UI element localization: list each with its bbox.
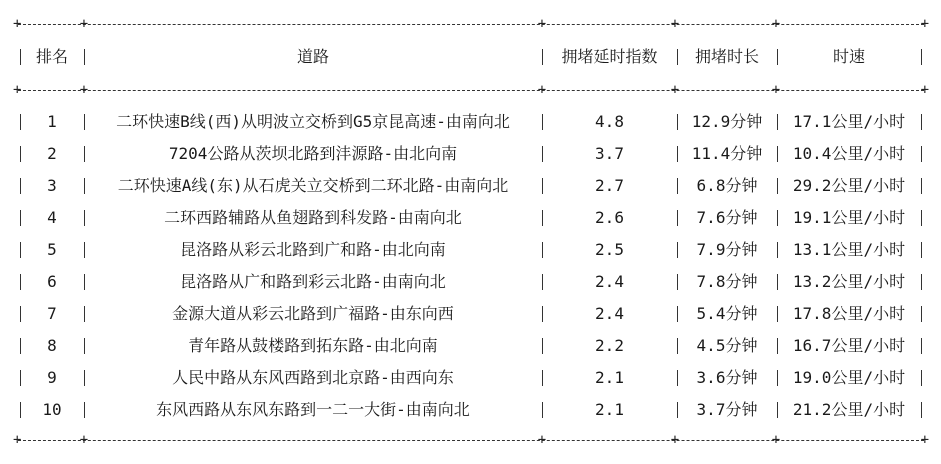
column-divider — [20, 49, 21, 65]
delay-index-cell: 3.7 — [595, 144, 624, 163]
duration-cell: 12.9分钟 — [691, 112, 763, 131]
speed-cell: 17.1公里/小时 — [792, 112, 906, 131]
column-divider — [20, 210, 21, 226]
column-divider — [677, 338, 678, 354]
column-divider — [84, 49, 85, 65]
speed-cell: 16.7公里/小时 — [792, 336, 906, 355]
table-row — [0, 270, 941, 294]
table-row — [0, 398, 941, 422]
road-cell: 二环快速A线(东)从石虎关立交桥到二环北路-由南向北 — [117, 176, 509, 195]
duration-cell: 11.4分钟 — [691, 144, 763, 163]
column-divider — [921, 178, 922, 194]
column-divider — [921, 402, 922, 418]
rank-cell: 10 — [42, 400, 62, 419]
column-divider — [84, 178, 85, 194]
duration-cell: 7.9分钟 — [696, 240, 758, 259]
table-row — [0, 302, 941, 326]
table-top-border — [18, 16, 924, 32]
column-divider — [20, 370, 21, 386]
speed-cell: 13.2公里/小时 — [792, 272, 906, 291]
table-bottom-border — [18, 432, 924, 448]
column-divider — [20, 306, 21, 322]
column-divider — [542, 242, 543, 258]
border-corner: + — [537, 432, 547, 448]
column-divider — [777, 338, 778, 354]
table-row — [0, 110, 941, 134]
border-corner: + + — [79, 82, 89, 98]
column-divider — [921, 114, 922, 130]
column-divider — [777, 210, 778, 226]
header-rank: 排名 — [35, 47, 68, 66]
duration-cell: 3.6分钟 — [696, 368, 758, 387]
border-corner: + — [537, 82, 547, 98]
rank-cell: 4 — [47, 208, 57, 227]
rank-cell: 8 — [47, 336, 57, 355]
column-divider — [84, 114, 85, 130]
column-divider — [677, 49, 678, 65]
column-divider — [677, 306, 678, 322]
column-divider — [542, 402, 543, 418]
delay-index-cell: 2.2 — [595, 336, 624, 355]
table-row — [0, 174, 941, 198]
column-divider — [677, 178, 678, 194]
column-divider — [921, 242, 922, 258]
column-divider — [84, 146, 85, 162]
column-divider — [777, 242, 778, 258]
border-corner: + — [537, 16, 547, 32]
column-divider — [777, 114, 778, 130]
column-divider — [921, 306, 922, 322]
rank-cell: 7 — [47, 304, 57, 323]
delay-index-cell: 2.7 — [595, 176, 624, 195]
column-divider — [677, 114, 678, 130]
table-row — [0, 238, 941, 262]
column-divider — [677, 242, 678, 258]
table-row — [0, 366, 941, 390]
table-row — [0, 142, 941, 166]
column-divider — [542, 178, 543, 194]
delay-index-cell: 2.4 — [595, 272, 624, 291]
column-divider — [677, 402, 678, 418]
table-header-row — [0, 45, 941, 69]
rank-cell: 9 — [47, 368, 57, 387]
rank-cell: 1 — [47, 112, 57, 131]
header-road: 道路 — [296, 47, 329, 66]
road-cell: 青年路从鼓楼路到拓东路-由北向南 — [188, 336, 438, 355]
column-divider — [542, 114, 543, 130]
column-divider — [20, 146, 21, 162]
table-row — [0, 334, 941, 358]
delay-index-cell: 2.5 — [595, 240, 624, 259]
column-divider — [677, 146, 678, 162]
speed-cell: 10.4公里/小时 — [792, 144, 906, 163]
column-divider — [677, 370, 678, 386]
column-divider — [542, 49, 543, 65]
header-speed: 时速 — [832, 47, 865, 66]
column-divider — [20, 114, 21, 130]
column-divider — [777, 306, 778, 322]
road-cell: 金源大道从彩云北路到广福路-由东向西 — [172, 304, 454, 323]
border-corner: + — [670, 82, 680, 98]
column-divider — [542, 370, 543, 386]
column-divider — [542, 306, 543, 322]
duration-cell: 6.8分钟 — [696, 176, 758, 195]
column-divider — [84, 370, 85, 386]
header-delay-index: 拥堵延时指数 — [561, 47, 658, 66]
road-cell: 东风西路从东风东路到一二一大街-由南向北 — [156, 400, 470, 419]
delay-index-cell: 2.6 — [595, 208, 624, 227]
delay-index-cell: 2.1 — [595, 400, 624, 419]
column-divider — [542, 274, 543, 290]
speed-cell: 29.2公里/小时 — [792, 176, 906, 195]
column-divider — [542, 210, 543, 226]
border-corner: + + — [79, 432, 89, 448]
column-divider — [542, 338, 543, 354]
border-corner: + — [670, 16, 680, 32]
column-divider — [84, 306, 85, 322]
column-divider — [921, 274, 922, 290]
column-divider — [20, 338, 21, 354]
column-divider — [20, 274, 21, 290]
column-divider — [921, 210, 922, 226]
column-divider — [677, 274, 678, 290]
road-cell: 二环西路辅路从鱼翅路到科发路-由南向北 — [164, 208, 462, 227]
column-divider — [777, 49, 778, 65]
column-divider — [777, 178, 778, 194]
column-divider — [777, 402, 778, 418]
road-cell: 7204公路从茨坝北路到沣源路-由北向南 — [168, 144, 458, 163]
column-divider — [84, 242, 85, 258]
rank-cell: 5 — [47, 240, 57, 259]
delay-index-cell: 2.1 — [595, 368, 624, 387]
rank-cell: 2 — [47, 144, 57, 163]
column-divider — [777, 274, 778, 290]
header-separator — [18, 82, 924, 98]
road-cell: 人民中路从东风西路到北京路-由西向东 — [172, 368, 454, 387]
column-divider — [921, 370, 922, 386]
road-cell: 昆洛路从彩云北路到广和路-由北向南 — [180, 240, 446, 259]
column-divider — [84, 274, 85, 290]
border-corner: + — [771, 432, 781, 448]
column-divider — [84, 402, 85, 418]
column-divider — [921, 49, 922, 65]
duration-cell: 3.7分钟 — [696, 400, 758, 419]
column-divider — [20, 402, 21, 418]
duration-cell: 7.8分钟 — [696, 272, 758, 291]
column-divider — [921, 146, 922, 162]
delay-index-cell: 4.8 — [595, 112, 624, 131]
table-row — [0, 206, 941, 230]
column-divider — [84, 210, 85, 226]
speed-cell: 19.1公里/小时 — [792, 208, 906, 227]
column-divider — [20, 178, 21, 194]
duration-cell: 4.5分钟 — [696, 336, 758, 355]
road-cell: 昆洛路从广和路到彩云北路-由南向北 — [180, 272, 446, 291]
column-divider — [677, 210, 678, 226]
speed-cell: 21.2公里/小时 — [792, 400, 906, 419]
column-divider — [777, 370, 778, 386]
duration-cell: 5.4分钟 — [696, 304, 758, 323]
delay-index-cell: 2.4 — [595, 304, 624, 323]
rank-cell: 3 — [47, 176, 57, 195]
header-congestion-duration: 拥堵时长 — [694, 47, 759, 66]
speed-cell: 13.1公里/小时 — [792, 240, 906, 259]
rank-cell: 6 — [47, 272, 57, 291]
column-divider — [777, 146, 778, 162]
column-divider — [542, 146, 543, 162]
column-divider — [84, 338, 85, 354]
road-cell: 二环快速B线(西)从明波立交桥到G5京昆高速-由南向北 — [116, 112, 510, 131]
column-divider — [921, 338, 922, 354]
duration-cell: 7.6分钟 — [696, 208, 758, 227]
speed-cell: 17.8公里/小时 — [792, 304, 906, 323]
speed-cell: 19.0公里/小时 — [792, 368, 906, 387]
border-corner: + — [771, 16, 781, 32]
border-corner: + + — [79, 16, 89, 32]
border-corner: + — [670, 432, 680, 448]
border-corner: + — [771, 82, 781, 98]
column-divider — [20, 242, 21, 258]
